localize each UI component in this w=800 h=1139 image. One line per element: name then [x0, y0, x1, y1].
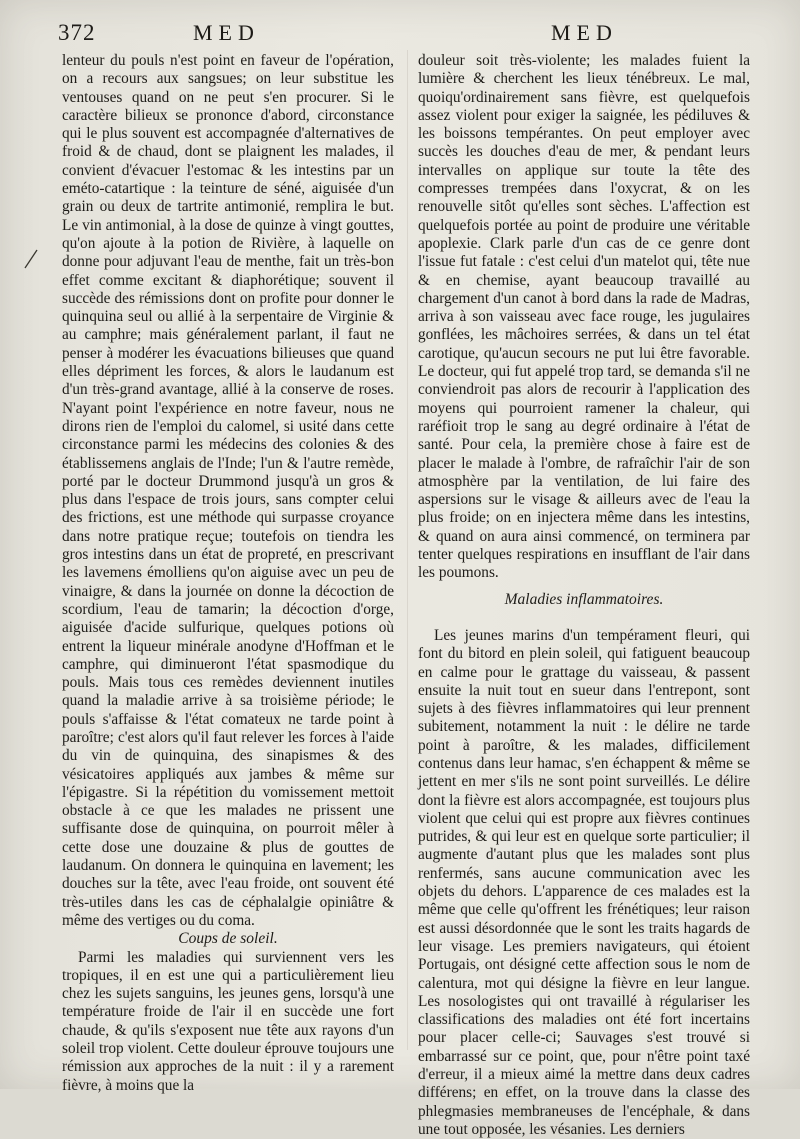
right-paragraph-2: Les jeunes marins d'un tempérament fleuri, qui font du bitord en plein soleil, qui fatiguent beaucoup en calme pour le grattage du vaisseau, & passent ensuite la nuit tout en sueur dans l'entrepont, sont sujets à des fièvres inflammatoires qui leur prennent subitement, notamment la nuit : le délire ne tarde point à paroître, & les malades, difficilement contenus dans leur hamac, s'en échappent & même se jettent en mer s'ils ne sont point surveillés. Le délire dont la fièvre est alors accompagnée, est toujours plus violent que celui qui est propre aux fièvres continues putrides, & qui leur est en quelque sorte particulier; il augmente d'autant plus que les malades sont plus renfermés, sans aucune communication avec les objets du dehors. L'apparence de ces malades est la même que celle qu'offrent les frénétiques; leur raison est aussi désordonnée que le sont les traits hagards de leur visage. Les premiers navigateurs, qui étoient Portugais, ont désigné cette affection sous le nom de calentura, mot qui désigne la fièvre en leur langue. Les nosologistes qui ont travaillé à régulariser les classifications des maladies ont été fort incertains pour placer celle-ci; Sauvages s'est trouvé si embarrassé sur ce point, que, pour n'être point taxé d'erreur, il a mieux aimé la mettre dans deux cadres différens; en effet, on la trouve dans la classe des phlegmasies membraneuses de l'encéphale, & dans une tout opposée, les vésanies. Les derniers — [418, 626, 750, 1138]
section-title-maladies-inflammatoires: Maladies inflammatoires. — [504, 590, 664, 608]
pencil-mark-icon — [22, 248, 40, 270]
page-number: 372 — [58, 20, 96, 45]
left-column — [62, 52, 394, 1095]
left-paragraph-1: lenteur du pouls n'est point en faveur de l'opération, on a recours aux sangsues; on leur substitue les ventouses quand on ne peut s'en procurer. Si le caractère bilieux se prononce d'abord, circonstance qui le plus souvent est accompagnée d'alternatives de froid & de chaud, dont se plaignent les malades, il convient d'évacuer l'estomac & les intestins par un eméto-catartique : la teinture de séné, aiguisée d'un grain ou deux de tartrite antimonié, remplira le but. Le vin antimonial, à la dose de quinze à vingt gouttes, qu'on ajoute à la potion de Rivière, à laquelle on donne pour adjuvant l'eau de menthe, fait un très-bon effet comme excitant & diaphorétique; souvent il succède des rémissions dont on profite pour donner le quinquina seul ou allié à la serpentaire de Virginie & au camphre; mais généralement parlant, il faut ne penser à modérer les évacuations bilieuses que quand elles dépriment les forces, & alors le laudanum est d'un très-grand avantage, allié à la conserve de roses. N'ayant point l'expérience en notre faveur, nous ne dirons rien de l'emploi du calomel, si usité dans cette circonstance parmi les médecins des colonies & des établissemens anglais de l'Inde; l'un & l'autre remède, porté par le docteur Drummond jusqu'à un gros & plus dans l'espace de trois jours, sans compter celui des frictions, est une méthode qui surpasse croyance dans notre pratique reçue; toutefois on tiendra les gros intestins dans un état de propreté, en prescrivant les lavemens émolliens qu'on aiguise avec un peu de vinaigre, & dans la journée on donne la décoction de scordium, l'eau de tamarin; la décoction d'orge, aiguisée d'acide sulfurique, quelques potions où entrent la liqueur minérale anodyne d'Hoffman et le camphre, qui diminueront l'état spasmodique du pouls. Mais tous ces remèdes deviennent inutiles quand la maladie arrive à sa troisième période; le pouls s'affaisse & l'état comateux ne tarde point à paroître; c'est alors qu'il faut relever les forces à l'aide du vin de quinquina, des sinapismes & des vésicatoires appliqués aux jambes & même sur l'épigastre. Si la répétition du vomissement mettoit obstacle à ce que les malades ne prissent une suffisante dose de quinquina, on pourroit mêler à cette dose une douzaine & plus de gouttes de laudanum. On donnera le quinquina en lavement; les douches sur la tête, avec l'eau froide, ont souvent été très-utiles dans les cas de céphalalgie opiniâtre & même des vertiges ou du coma. — [62, 52, 394, 929]
section-title-coups-de-soleil: Coups de soleil. — [178, 930, 278, 948]
running-head-right: MED — [551, 20, 618, 45]
left-paragraph-2: Parmi les maladies qui surviennent vers les tropiques, il en est une qui a particulièrement lieu chez les sujets sanguins, les jeunes gens, lorsqu'à une température froide de l'air il en succède une fort chaude, & qu'ils s'exposent nue tête aux rayons d'un soleil trop violent. Cette douleur éprouve toujours une rémission aux approches de la nuit : il y a rarement fièvre, à moins que la — [62, 948, 394, 1094]
column-gutter — [407, 50, 408, 1050]
right-column — [418, 52, 750, 1139]
right-paragraph-1: douleur soit très-violente; les malades fuient la lumière & cherchent les lieux ténébreux. Le mal, quoiqu'ordinairement sans fièvre, est quelquefois assez violent pour exiger la saignée, les pédiluves & les boissons tempérantes. On peut employer avec succès les douches d'eau de mer, & pendant leurs intervalles on applique sur toute la tête des compresses trempées dans l'oxycrat, & on les renouvelle sitôt qu'elles sont sèches. L'affection est quelquefois portée au point de produire une véritable apoplexie. Clark parle d'un cas de ce genre dont l'issue fut fatale : c'est celui d'un matelot qui, tête nue & en chemise, ayant beaucoup travaillé au chargement d'un canot à bord dans la rade de Madras, arriva à son vaisseau avec face rouge, les jugulaires gonflées, les mâchoires serrées, & dans un tel état carotique, qu'aucun secours ne put lui être favorable. Le docteur, qui fut appelé trop tard, se demanda s'il ne conviendroit pas alors de recourir à l'application des moyens qui pourroient ramener la chaleur, qui raréfioit trop le sang au degré ordinaire à l'état de santé. Pour cela, la première chose à faire est de placer le malade à l'ombre, de rafraîchir l'air de son atmosphère par la ventilation, de lui faire des aspersions sur le visage & ailleurs avec de l'eau la plus froide; on en injectera même dans les intestins, & quand on aura ainsi commencé, on terminera par tenter quelques respirations en insufflant de l'air dans les poumons. — [418, 52, 750, 582]
page-header — [58, 18, 752, 48]
running-head-left: MED — [193, 20, 260, 45]
